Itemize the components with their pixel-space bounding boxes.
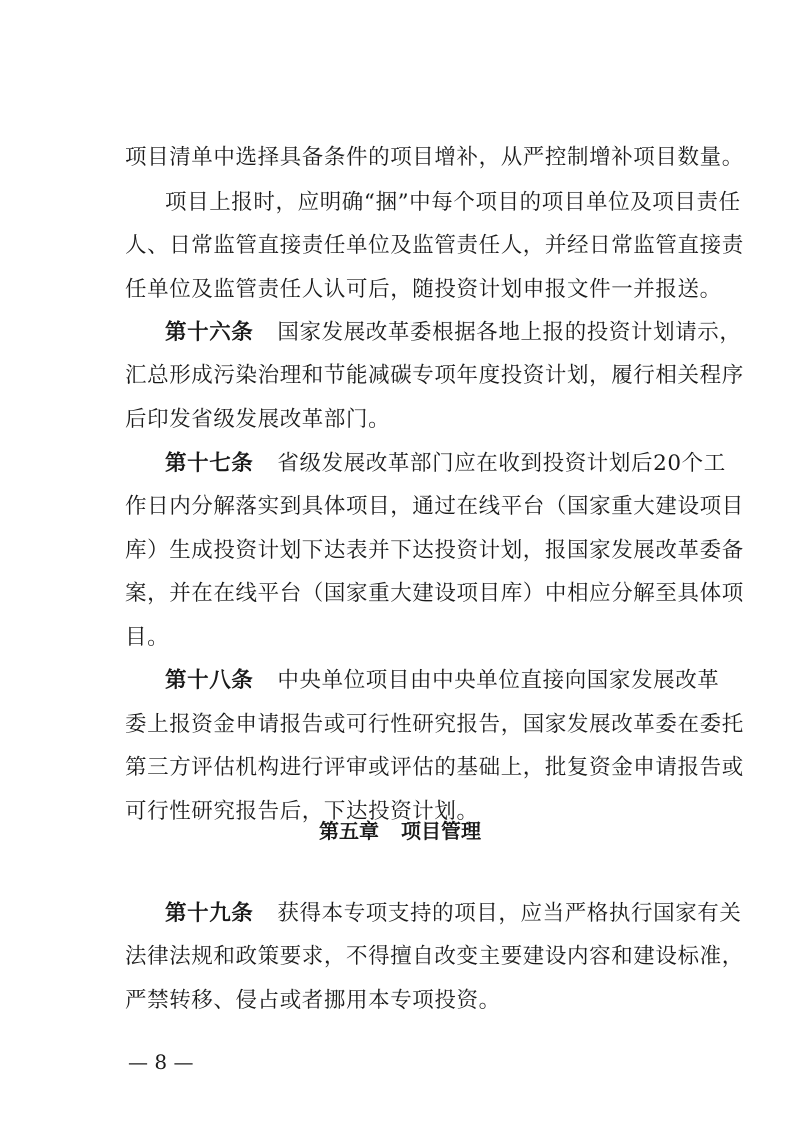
article-16-line: 汇总形成污染治理和节能减碳专项年度投资计划，履行相关程序	[125, 363, 744, 388]
article-17-line: 库）生成投资计划下达表并下达投资计划，报国家发展改革委备	[125, 538, 744, 563]
page-number: — 8 —	[128, 1050, 194, 1074]
paragraph-line: 项目上报时，应明确“捆”中每个项目的项目单位及项目责任	[165, 190, 741, 215]
article-17-line: 案，并在在线平台（国家重大建设项目库）中相应分解至具体项	[125, 581, 744, 606]
chapter-heading	[0, 817, 800, 845]
article-number: 第十七条	[165, 451, 254, 476]
paragraph-line: 任单位及监管责任人认可后，随投资计划申报文件一并报送。	[125, 277, 722, 302]
article-18-line: 第三方评估机构进行评审或评估的基础上，批复资金申请报告或	[125, 755, 744, 780]
paragraph-line: 人、日常监管直接责任单位及监管责任人，并经日常监管直接责	[125, 233, 744, 258]
article-text: 省级发展改革部门应在收到投资计划后20个工	[277, 451, 726, 476]
article-18-line: 委上报资金申请报告或可行性研究报告，国家发展改革委在委托	[125, 712, 744, 737]
article-19-line: 严禁转移、侵占或者挪用本专项投资。	[125, 988, 501, 1013]
article-17-line: 作日内分解落实到具体项目，通过在线平台（国家重大建设项目	[125, 494, 744, 519]
chapter-number: 第五章	[319, 819, 379, 843]
article-18-line	[165, 667, 725, 695]
article-17-line: 目。	[125, 625, 170, 650]
article-text: 获得本专项支持的项目，应当严格执行国家有关	[277, 901, 742, 926]
article-16-line	[165, 319, 742, 347]
article-text: 国家发展改革委根据各地上报的投资计划请示，	[277, 320, 742, 345]
article-19-line: 法律法规和政策要求，不得擅自改变主要建设内容和建设标准，	[125, 944, 744, 969]
article-19-line	[165, 900, 742, 928]
article-number: 第十九条	[165, 901, 254, 926]
chapter-title: 项目管理	[401, 819, 481, 843]
article-text: 中央单位项目由中央单位直接向国家发展改革	[277, 668, 720, 693]
paragraph-line: 项目清单中选择具备条件的项目增补，从严控制增补项目数量。	[125, 145, 744, 170]
article-16-line: 后印发省级发展改革部门。	[125, 407, 391, 432]
article-18-line: 可行性研究报告后，下达投资计划。	[125, 799, 479, 824]
article-17-line	[165, 450, 725, 478]
article-number: 第十八条	[165, 668, 254, 693]
article-number: 第十六条	[165, 320, 254, 345]
